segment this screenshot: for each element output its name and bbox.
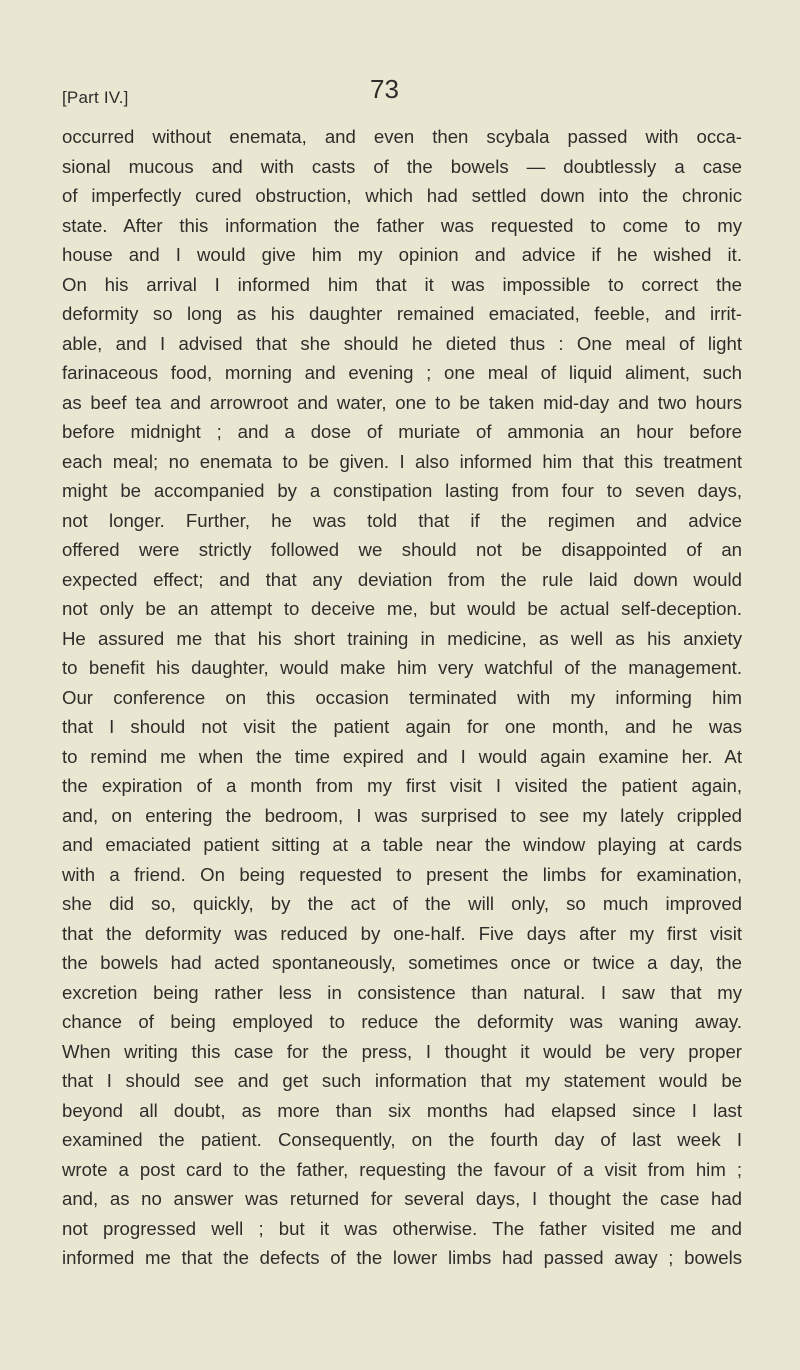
page-number: 73	[370, 74, 399, 104]
text-line: beyond all doubt, as more than six months had elapsed since I last	[62, 1099, 742, 1121]
text-line: offered were strictly followed we should not be disappointed of an	[62, 539, 742, 560]
text-line: examined the patient. Consequently, on the fourth day of last week I	[62, 1129, 742, 1150]
text-line: that the deformity was reduced by one-half. Five days after my first visit	[62, 922, 742, 944]
text-line: and emaciated patient sitting at a table near the window playing at cards	[62, 834, 742, 855]
text-line: she did so, quickly, by the act of the will only, so much improved	[62, 893, 742, 914]
text-line: not progressed well ; but it was otherwise. The father visited me and	[62, 1217, 742, 1239]
body-text	[62, 122, 742, 1273]
text-line: that I should see and get such information that my statement would be	[62, 1070, 742, 1091]
text-line: before midnight ; and a dose of muriate of ammonia an hour before	[62, 421, 742, 442]
text-line: deformity so long as his daughter remained emaciated, feeble, and irrit-	[62, 303, 742, 324]
text-line: that I should not visit the patient again for one month, and he was	[62, 716, 742, 737]
text-line: chance of being employed to reduce the deformity was waning away.	[62, 1011, 742, 1032]
text-line: and, as no answer was returned for several days, I thought the case had	[62, 1188, 742, 1209]
text-line: He assured me that his short training in medicine, as well as his anxiety	[62, 627, 742, 649]
text-line: of imperfectly cured obstruction, which had settled down into the chronic	[62, 185, 742, 206]
text-line: wrote a post card to the father, requesting the favour of a visit from him ;	[62, 1158, 742, 1180]
text-line: each meal; no enemata to be given. I also informed him that this treatment	[62, 450, 742, 472]
text-line: might be accompanied by a constipation lasting from four to seven days,	[62, 480, 742, 501]
text-line: the bowels had acted spontaneously, sometimes once or twice a day, the	[62, 952, 742, 973]
text-line: excretion being rather less in consistence than natural. I saw that my	[62, 981, 742, 1003]
text-line: the expiration of a month from my first visit I visited the patient again,	[62, 775, 742, 796]
text-line: not only be an attempt to deceive me, but would be actual self-deception.	[62, 598, 742, 619]
running-head: [Part IV.]	[62, 88, 129, 107]
text-line: When writing this case for the press, I thought it would be very proper	[62, 1040, 742, 1062]
text-line: sional mucous and with casts of the bowels — doubtlessly a case	[62, 155, 742, 177]
text-line: expected effect; and that any deviation from the rule laid down would	[62, 568, 742, 590]
text-line: Our conference on this occasion terminated with my informing him	[62, 686, 742, 708]
text-line: occurred without enemata, and even then scybala passed with occa-	[62, 126, 742, 147]
text-line: farinaceous food, morning and evening ; one meal of liquid aliment, such	[62, 362, 742, 383]
text-line: state. After this information the father was requested to come to my	[62, 214, 742, 236]
text-line: and, on entering the bedroom, I was surprised to see my lately crippled	[62, 804, 742, 826]
text-line: to remind me when the time expired and I would again examine her. At	[62, 745, 742, 767]
text-line: On his arrival I informed him that it was impossible to correct the	[62, 273, 742, 295]
text-line: with a friend. On being requested to present the limbs for examination,	[62, 863, 742, 885]
text-line: not longer. Further, he was told that if the regimen and advice	[62, 509, 742, 531]
text-line: able, and I advised that she should he dieted thus : One meal of light	[62, 332, 742, 354]
text-line: to benefit his daughter, would make him very watchful of the management.	[62, 657, 742, 678]
text-line: informed me that the defects of the lower limbs had passed away ; bowels	[62, 1247, 742, 1268]
text-line: house and I would give him my opinion and advice if he wished it.	[62, 244, 742, 265]
text-line: as beef tea and arrowroot and water, one to be taken mid-day and two hours	[62, 391, 742, 413]
